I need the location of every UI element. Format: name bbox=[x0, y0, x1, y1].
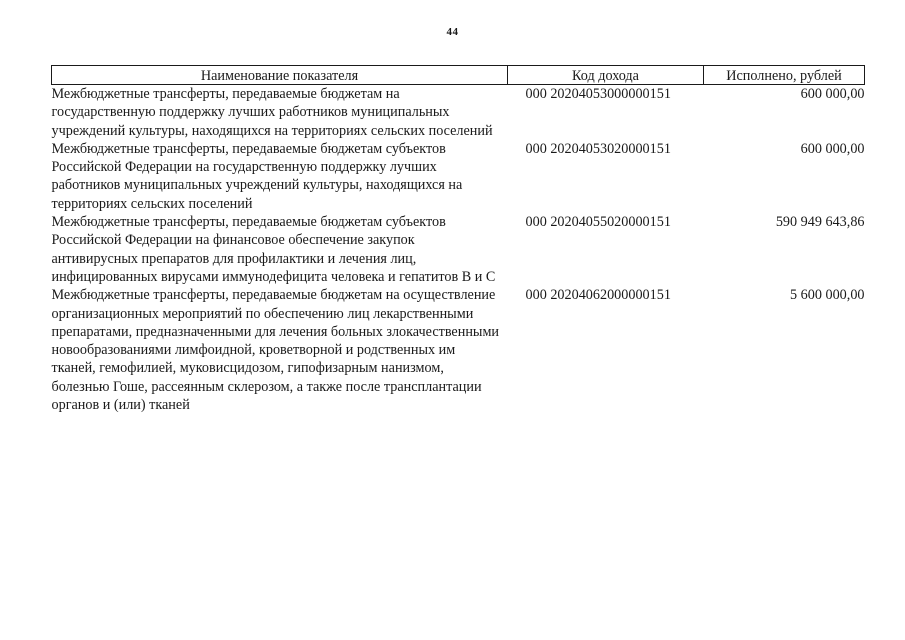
indicator-name: Межбюджетные трансферты, передаваемые бюджетам субъектов Российской Федерации на финансовое обеспечение закупок антивирусных препаратов для профилактики и лечения лиц, инфицированных вирусами иммунодефицита человека и гепатитов В и С bbox=[51, 214, 496, 285]
income-code: 000 20204055020000151 bbox=[525, 214, 671, 231]
table-row bbox=[52, 286, 865, 414]
column-header-code: Код дохода bbox=[508, 66, 704, 85]
income-code: 000 20204053000000151 bbox=[525, 86, 671, 102]
header-row bbox=[52, 66, 865, 85]
executed-amount: 600 000,00 bbox=[800, 86, 865, 102]
executed-amount: 600 000,00 bbox=[800, 140, 865, 157]
report-table bbox=[51, 65, 865, 414]
table-row bbox=[52, 140, 865, 213]
indicator-name: Межбюджетные трансферты, передаваемые бюджетам на осуществление организационных мероприятий по обеспечению лиц лекарственными препаратами, предназначенными для лечения больных злокачественными новообразованиями лимфоидной, кроветворной и родственных им тканей, гемофилией, муковисцидозом, гипофизарным нанизмом, болезнью Гоше, рассеянным склерозом, а также после трансплантации органов и (или) тканей bbox=[51, 287, 500, 414]
table-header bbox=[52, 66, 865, 85]
column-header-sum: Исполнено, рублей bbox=[704, 66, 865, 85]
indicator-name: Межбюджетные трансферты, передаваемые бюджетам на государственную поддержку лучших работников муниципальных учреждений культуры, находящихся на территориях сельских поселений bbox=[51, 86, 493, 139]
page-number: 44 bbox=[446, 26, 459, 38]
table-body bbox=[52, 85, 865, 415]
column-header-name: Наименование показателя bbox=[52, 66, 508, 85]
table-row bbox=[52, 85, 865, 140]
income-code: 000 20204053020000151 bbox=[525, 140, 671, 157]
executed-amount: 5 600 000,00 bbox=[790, 287, 865, 304]
executed-amount: 590 949 643,86 bbox=[775, 214, 865, 231]
indicator-name: Межбюджетные трансферты, передаваемые бюджетам субъектов Российской Федерации на государственную поддержку лучших работников муниципальных учреждений культуры, находящихся на территориях сельских поселений bbox=[51, 140, 463, 212]
income-code: 000 20204062000000151 bbox=[525, 287, 671, 304]
table-row bbox=[52, 213, 865, 286]
